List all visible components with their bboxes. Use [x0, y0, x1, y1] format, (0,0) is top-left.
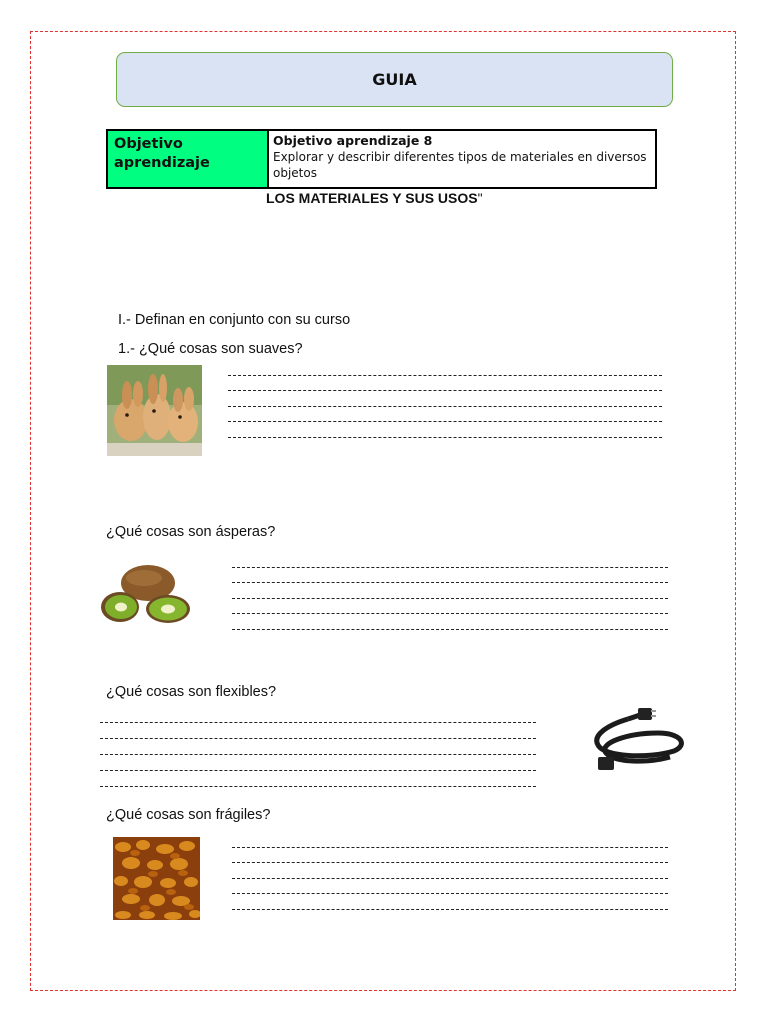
objective-description: Explorar y describir diferentes tipos de materiales en diversos objetos: [273, 150, 647, 180]
answer-lines-soft[interactable]: [228, 360, 662, 438]
question-fragile: ¿Qué cosas son frágiles?: [106, 807, 271, 823]
dry-leaves-image: [113, 837, 200, 920]
rabbits-image: [107, 365, 202, 456]
subtitle-text: LOS MATERIALES Y SUS USOS: [266, 190, 478, 206]
answer-lines-flexible[interactable]: [100, 707, 536, 787]
guide-title: [116, 52, 673, 107]
page-subtitle: [266, 190, 483, 206]
kiwi-image: [100, 563, 192, 625]
question-rough: ¿Qué cosas son ásperas?: [106, 524, 276, 540]
question-flexible: ¿Qué cosas son flexibles?: [106, 684, 277, 700]
subtitle-quote: ": [477, 190, 483, 206]
guide-title-text: GUIA: [372, 70, 417, 89]
power-cable-image: [588, 705, 688, 777]
objective-table: [106, 129, 657, 189]
objective-label: Objetivo aprendizaje: [108, 131, 269, 187]
objective-title: Objetivo aprendizaje 8: [273, 133, 433, 148]
section-heading: I.- Definan en conjunto con su curso: [118, 312, 351, 328]
question-soft: 1.- ¿Qué cosas son suaves?: [118, 341, 303, 357]
answer-lines-fragile[interactable]: [232, 832, 668, 910]
objective-content: [269, 131, 655, 187]
answer-lines-rough[interactable]: [232, 552, 668, 630]
